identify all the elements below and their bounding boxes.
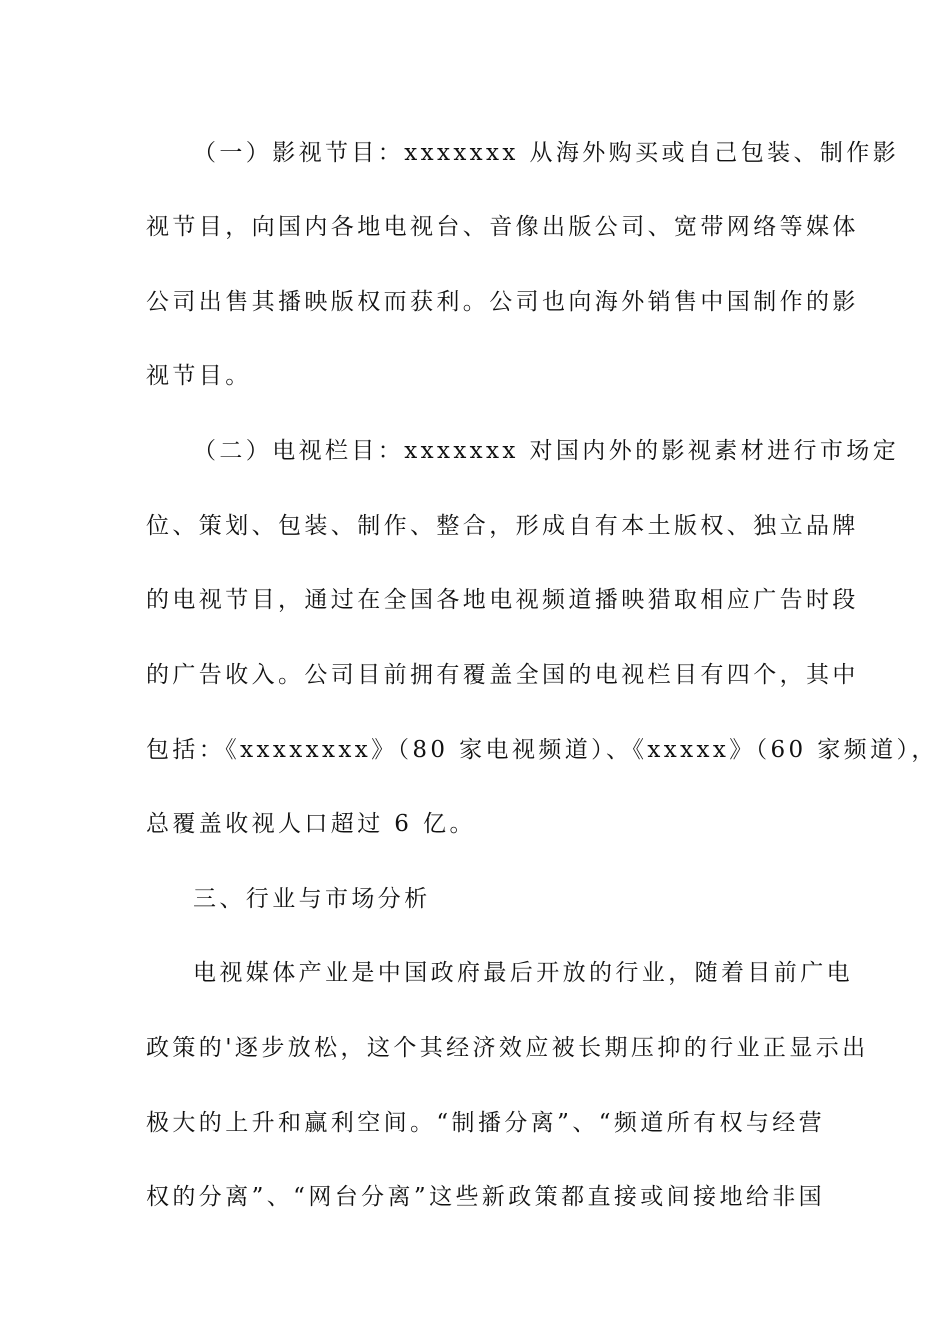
para-1-line-2: 视节目，向国内各地电视台、音像出版公司、宽带网络等媒体: [146, 214, 859, 240]
para-1-line-4: 视节目。: [146, 363, 252, 389]
para-3-line-2: 政策的'逐步放松，这个其经济效应被长期压抑的行业正显示出: [146, 1035, 869, 1061]
para-2-line-1: （二）电视栏目：xxxxxxx 对国内外的影视素材进行市场定: [193, 438, 900, 464]
para-1-line-1: （一）影视节目：xxxxxxx 从海外购买或自己包装、制作影: [193, 140, 900, 166]
para-2-line-4: 的广告收入。公司目前拥有覆盖全国的电视栏目有四个，其中: [146, 662, 859, 688]
section-heading: 三、行业与市场分析: [193, 886, 431, 912]
para-2-line-5: 包括：《xxxxxxxx》（80 家电视频道）、《xxxxx》（60 家频道），: [146, 737, 938, 763]
para-3-line-3: 极大的上升和赢利空间。“制播分离”、“频道所有权与经营: [146, 1110, 826, 1136]
para-2-line-6: 总覆盖收视人口超过 6 亿。: [146, 811, 476, 837]
para-3-line-1: 电视媒体产业是中国政府最后开放的行业，随着目前广电: [193, 960, 853, 986]
para-2-line-3: 的电视节目，通过在全国各地电视频道播映猎取相应广告时段: [146, 587, 859, 613]
para-1-line-3: 公司出售其播映版权而获利。公司也向海外销售中国制作的影: [146, 289, 859, 315]
para-3-line-4: 权的分离”、“网台分离”这些新政策都直接或间接地给非国: [146, 1184, 826, 1210]
para-2-line-2: 位、策划、包装、制作、整合，形成自有本土版权、独立品牌: [146, 513, 859, 539]
